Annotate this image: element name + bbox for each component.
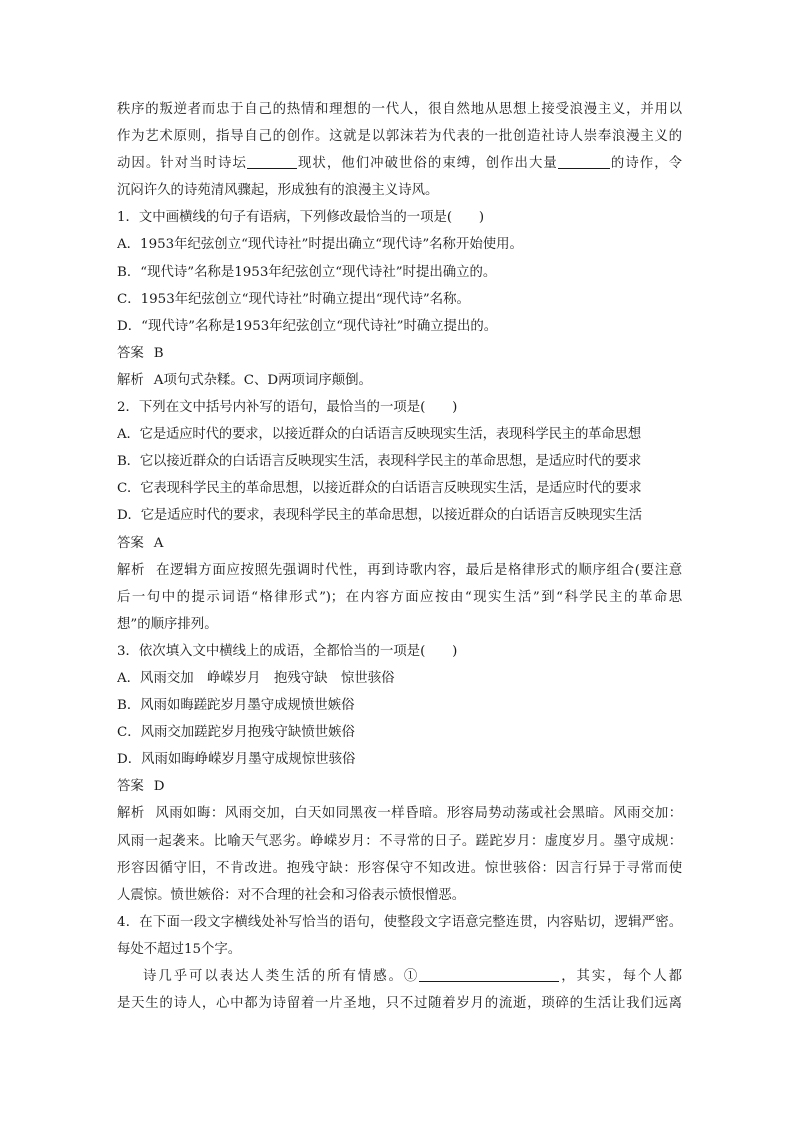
question-stem: 3．依次填入文中横线上的成语，全都恰当的一项是( ) xyxy=(117,643,458,659)
option-a: A．它是适应时代的要求，以接近群众的白话语言反映现实生活，表现科学民主的革命思想 xyxy=(117,427,641,443)
analysis-label: 解析 xyxy=(117,562,146,578)
option-b: B．“现代诗”名称是1953年纪弦创立“现代诗社”时提出确立的。 xyxy=(117,264,497,280)
option-a: A．1953年纪弦创立“现代诗社”时提出确立“现代诗”名称开始使用。 xyxy=(117,237,523,253)
answer-line xyxy=(117,340,682,367)
passage-line xyxy=(117,150,682,177)
answer-line xyxy=(117,530,682,557)
option-a: A．风雨交加 峥嵘岁月 抱残守缺 惊世骇俗 xyxy=(117,670,395,686)
answer-label: 答案 xyxy=(117,779,144,795)
analysis-line: 后一句中的提示词语“格律形式”)；在内容方面应按由“现实生活”到“科学民主的革命思 xyxy=(117,589,682,605)
answer-value: B xyxy=(153,345,164,361)
passage-line: 是天生的诗人，心中都为诗留着一片圣地，只不过随着岁月的流逝，琐碎的生活让我们远离 xyxy=(117,996,682,1012)
question-stem: 每处不超过15个字。 xyxy=(117,941,242,957)
question-stem: 4．在下面一段文字横线处补写恰当的语句，使整段文字语意完整连贯，内容贴切，逻辑严密。 xyxy=(117,914,682,930)
option-c: C．1953年纪弦创立“现代诗社”时确立提出“现代诗”名称。 xyxy=(117,291,470,307)
fill-blank xyxy=(558,153,610,169)
analysis-line xyxy=(117,557,682,584)
passage-line: 沉闷许久的诗苑清风骤起，形成独有的浪漫主义诗风。 xyxy=(117,183,439,199)
passage-text: 的诗作，令 xyxy=(609,156,682,172)
document-page xyxy=(117,96,682,1017)
passage-line xyxy=(117,963,682,990)
passage-text: 动因。针对当时诗坛 xyxy=(117,156,247,172)
analysis-text: 风雨如晦：风雨交加，白天如同黑夜一样昏暗。形容局势动荡或社会黑暗。风雨交加： xyxy=(154,806,682,822)
answer-line xyxy=(117,773,682,800)
option-b: B．它以接近群众的白话语言反映现实生活，表现科学民主的革命思想，是适应时代的要求 xyxy=(117,454,642,470)
answer-label: 答案 xyxy=(117,345,144,361)
option-d: D．它是适应时代的要求，表现科学民主的革命思想，以接近群众的白话语言反映现实生活 xyxy=(117,508,642,524)
question-stem: 1．文中画横线的句子有语病，下列修改最恰当的一项是( ) xyxy=(117,210,485,226)
question-stem: 2．下列在文中括号内补写的语句，最恰当的一项是( ) xyxy=(117,400,458,416)
answer-label: 答案 xyxy=(117,535,144,551)
analysis-line xyxy=(117,367,682,394)
analysis-line: 形容因循守旧，不肯改进。抱残守缺：形容保守不知改进。惊世骇俗：因言行异于寻常而使 xyxy=(117,860,682,876)
passage-line: 秩序的叛逆者而忠于自己的热情和理想的一代人，很自然地从思想上接受浪漫主义，并用以 xyxy=(117,102,682,117)
analysis-line: 想”的顺序排列。 xyxy=(117,616,218,632)
option-c: C．它表现科学民主的革命思想，以接近群众的白话语言反映现实生活，是适应时代的要求 xyxy=(117,481,642,497)
option-d: D．“现代诗”名称是1953年纪弦创立“现代诗社”时确立提出的。 xyxy=(117,318,498,334)
analysis-line xyxy=(117,800,682,827)
passage-text: 诗几乎可以表达人类生活的所有情感。① xyxy=(143,969,420,984)
analysis-text: A项句式杂糅。C、D两项词序颠倒。 xyxy=(153,372,372,388)
option-c: C．风雨交加蹉跎岁月抱残守缺愤世嫉俗 xyxy=(117,725,355,741)
analysis-label: 解析 xyxy=(117,372,144,388)
analysis-line: 人震惊。愤世嫉俗：对不合理的社会和习俗表示愤恨憎恶。 xyxy=(117,887,466,903)
analysis-label: 解析 xyxy=(117,806,145,822)
option-b: B．风雨如晦蹉跎岁月墨守成规愤世嫉俗 xyxy=(117,698,355,714)
passage-line: 作为艺术原则，指导自己的创作。这就是以郭沫若为代表的一批创造社诗人崇奉浪漫主义的 xyxy=(117,129,682,145)
fill-blank xyxy=(419,966,559,982)
passage-text: 现状，他们冲破世俗的束缚，创作出大量 xyxy=(296,156,558,172)
option-d: D．风雨如晦峥嵘岁月墨守成规惊世骇俗 xyxy=(117,752,356,768)
answer-value: D xyxy=(153,779,165,795)
fill-blank xyxy=(247,153,297,169)
analysis-text: 在逻辑方面应按照先强调时代性，再到诗歌内容，最后是格律形式的顺序组合(要注意 xyxy=(155,562,682,578)
passage-text: ，其实，每个人都 xyxy=(559,969,682,984)
answer-value: A xyxy=(153,535,164,551)
analysis-line: 风雨一起袭来。比喻天气恶劣。峥嵘岁月：不寻常的日子。蹉跎岁月：虚度岁月。墨守成规： xyxy=(117,833,682,849)
